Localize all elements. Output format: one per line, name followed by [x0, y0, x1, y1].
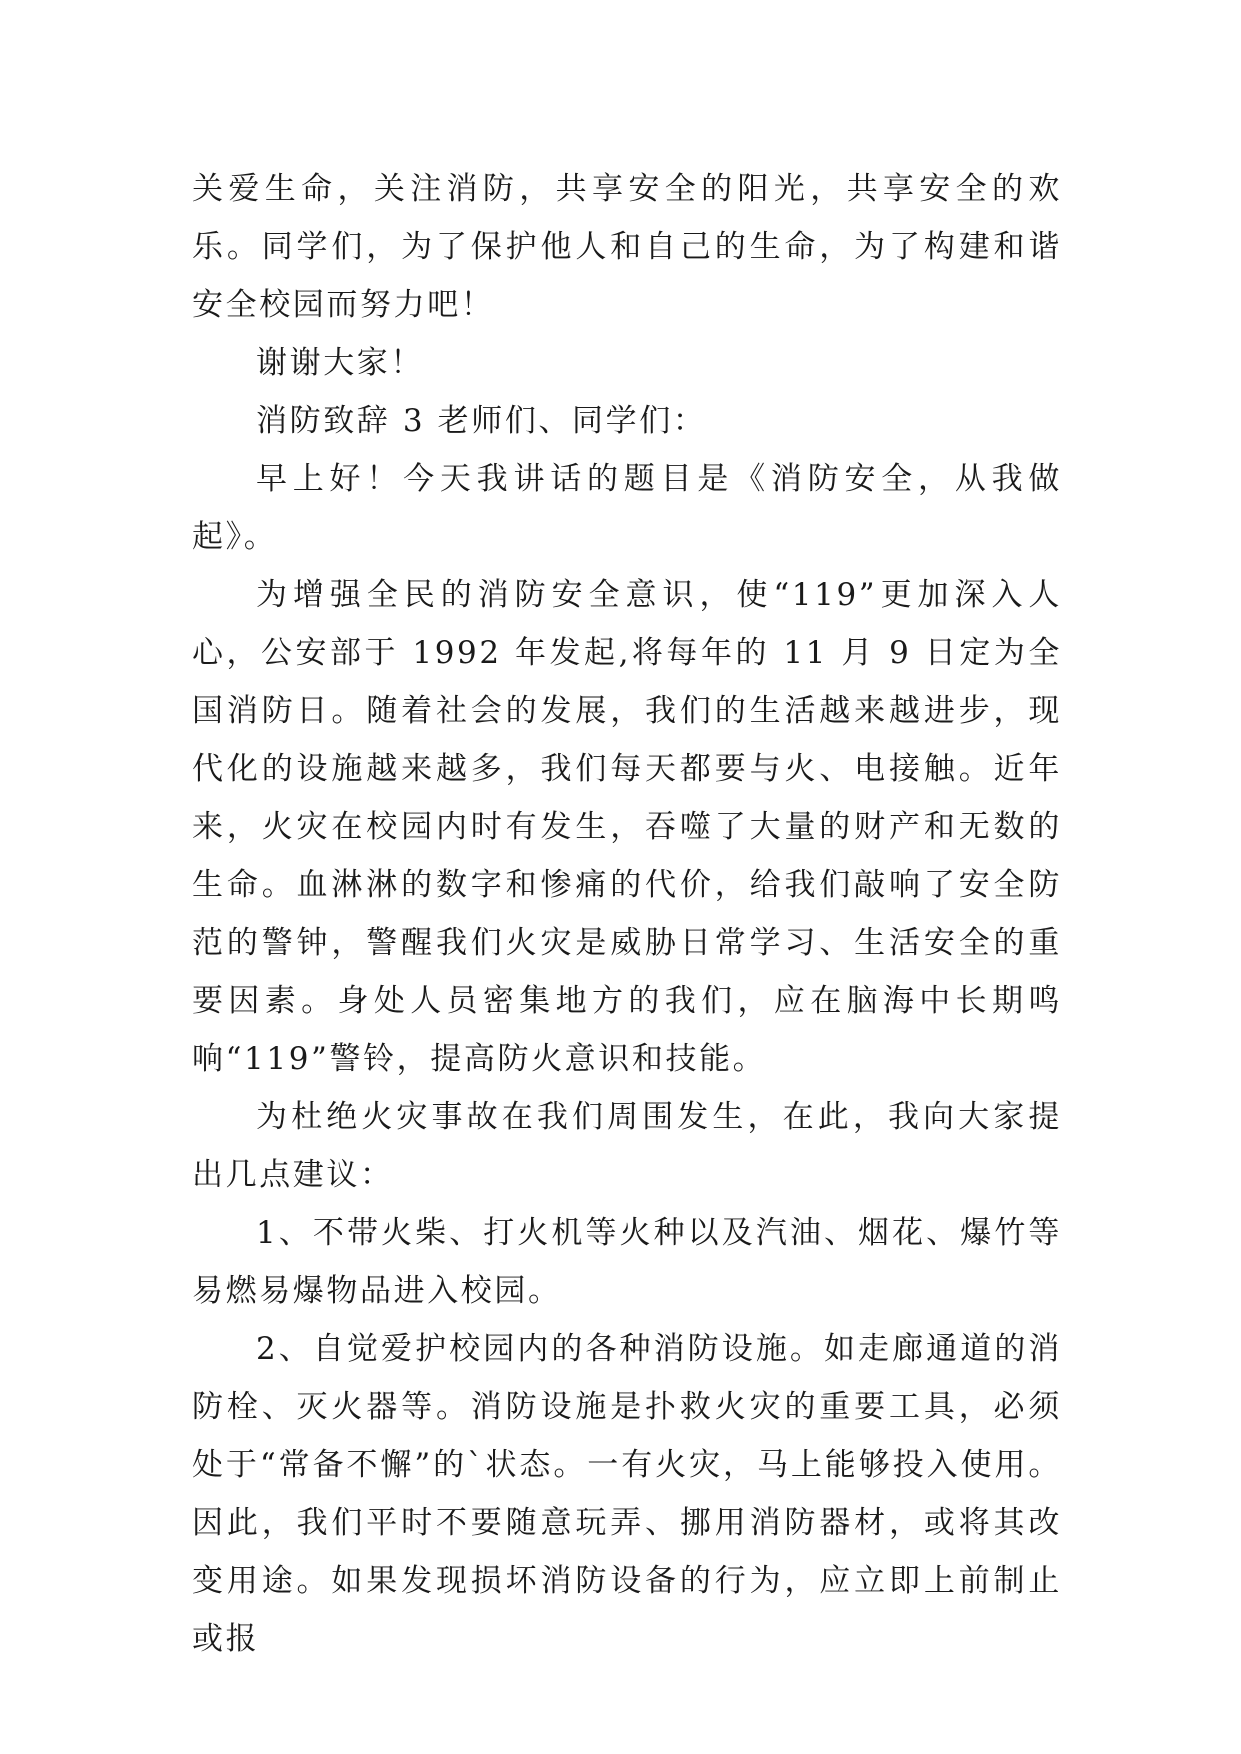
- paragraph-6: 为杜绝火灾事故在我们周围发生，在此，我向大家提出几点建议：: [192, 1099, 1062, 1193]
- paragraph-4: 早上好！今天我讲话的题目是《消防安全，从我做起》。: [192, 461, 1062, 555]
- body-text: [192, 160, 1062, 1668]
- paragraph-2: 谢谢大家！: [256, 345, 424, 381]
- paragraph-3: 消防致辞 3 老师们、同学们：: [256, 403, 707, 439]
- paragraph-8: 2、自觉爱护校园内的各种消防设施。如走廊通道的消防栓、灭火器等。消防设施是扑救火灾的重要工具，必须处于“常备不懈”的`状态。一有火灾，马上能够投入使用。因此，我们平时不要随意玩弄、挪用消防器材，或将其改变用途。如果发现损坏消防设备的行为，应立即上前制止或报: [192, 1331, 1062, 1657]
- paragraph-5: 为增强全民的消防安全意识，使“119”更加深入人心，公安部于 1992 年发起,将每年的 11 月 9 日定为全国消防日。随着社会的发展，我们的生活越来越进步，现代化的设施越来越多，我们每天都要与火、电接触。近年来，火灾在校园内时有发生，吞噬了大量的财产和无数的生命。血淋淋的数字和惨痛的代价，给我们敲响了安全防范的警钟，警醒我们火灾是威胁日常学习、生活安全的重要因素。身处人员密集地方的我们，应在脑海中长期鸣响“119”警铃，提高防火意识和技能。: [192, 577, 1062, 1077]
- paragraph-7: 1、不带火柴、打火机等火种以及汽油、烟花、爆竹等易燃易爆物品进入校园。: [192, 1215, 1062, 1309]
- paragraph-1: 关爱生命，关注消防，共享安全的阳光，共享安全的欢乐。同学们，为了保护他人和自己的生命，为了构建和谐安全校园而努力吧！: [192, 171, 1062, 323]
